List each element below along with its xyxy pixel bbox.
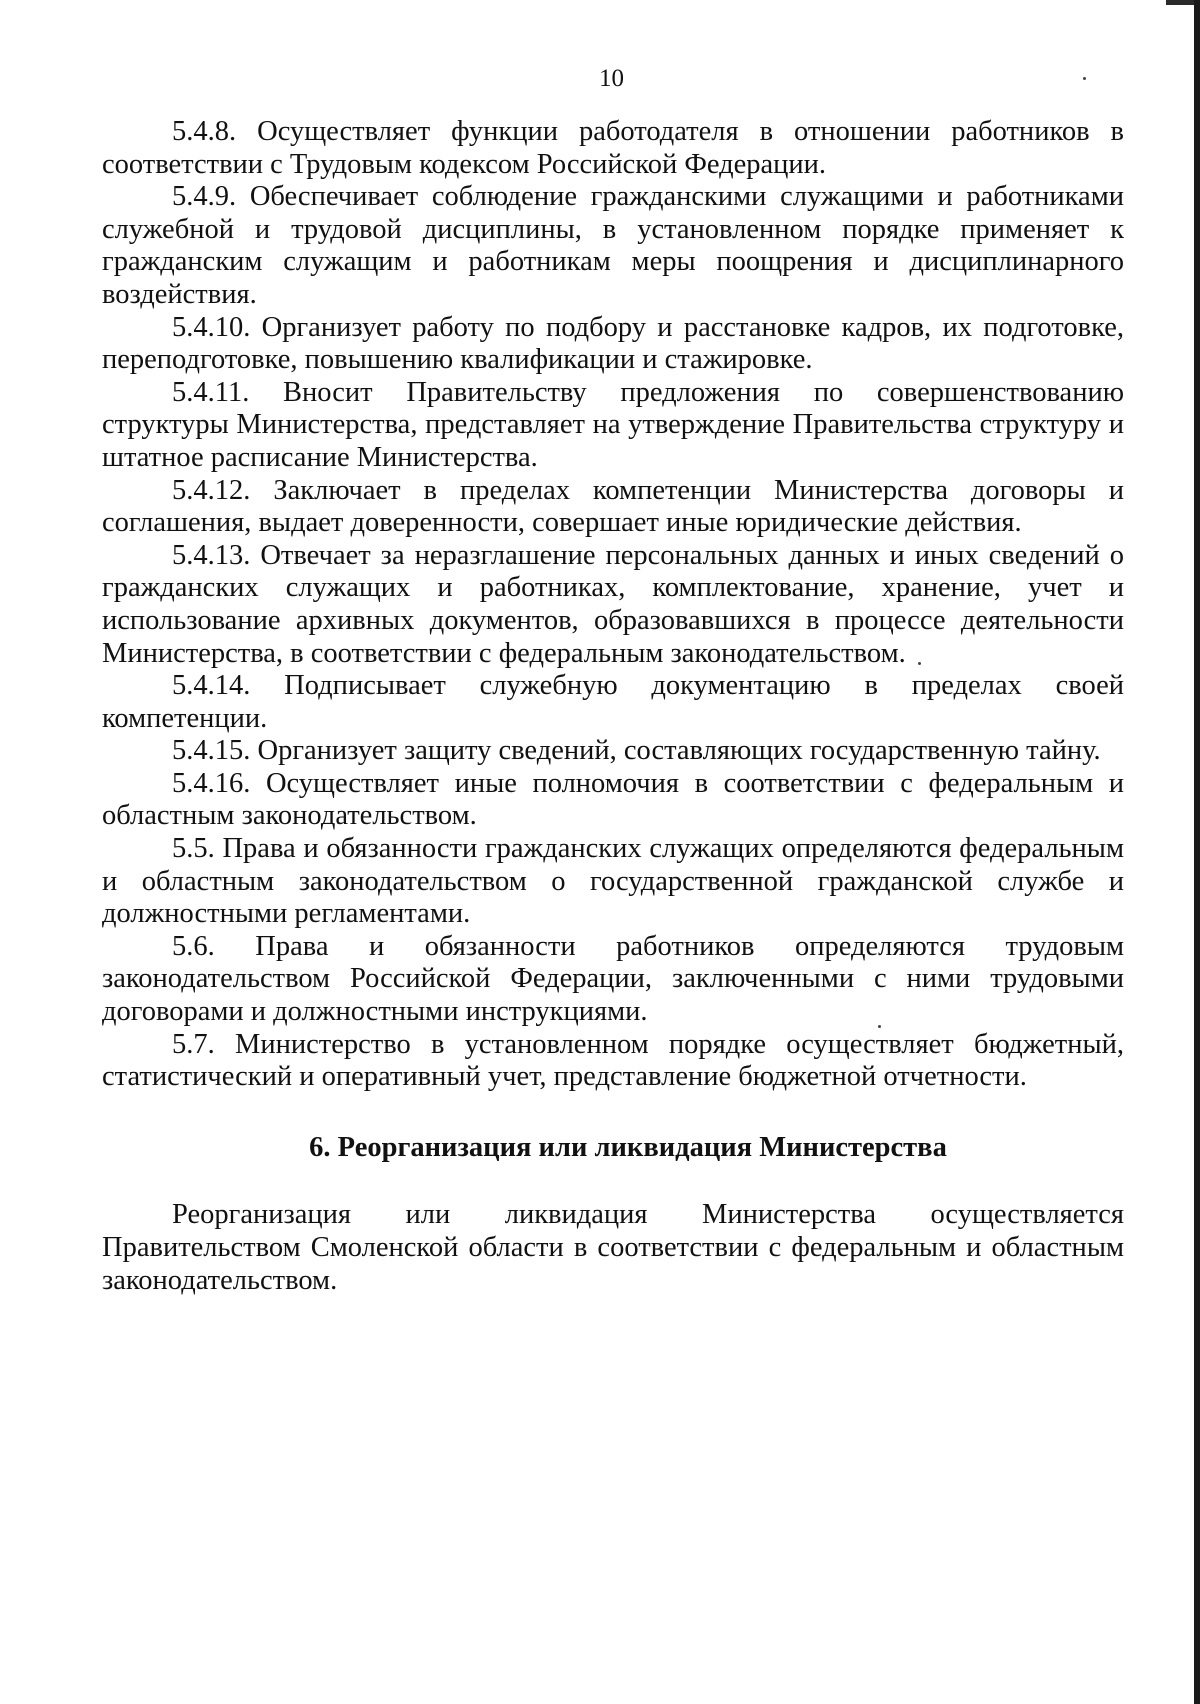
scan-speck xyxy=(878,1025,881,1028)
paragraph-5-4-11: 5.4.11. Вносит Правительству предложения по совершенствованию структуры Министерства, представляет на утверждение Правительства структуру и штатное расписание Министерства. xyxy=(102,376,1124,473)
scan-speck xyxy=(1083,77,1086,80)
paragraph-5-6: 5.6. Права и обязанности работников определяются трудовым законодательством Российской Федерации, заключенными с ними трудовыми договорами и должностными инструкциями. xyxy=(102,930,1124,1028)
scan-speck xyxy=(918,662,921,665)
paragraph-5-4-10: 5.4.10. Организует работу по подбору и расстановке кадров, их подготовке, переподготовке, повышению квалификации и стажировке. xyxy=(102,311,1124,376)
section-6-heading: 6. Реорганизация или ликвидация Министерства xyxy=(309,1131,947,1163)
document-body xyxy=(102,116,1124,1297)
paragraph-5-4-8: 5.4.8. Осуществляет функции работодателя в отношении работников в соответствии с Трудовым кодексом Российской Федерации. xyxy=(102,116,1124,180)
paragraph-5-5: 5.5. Права и обязанности гражданских служащих определяются федеральным и областным законодательством о государственной гражданской службе и должностными регламентами. xyxy=(102,833,1124,930)
page-number: 10 xyxy=(599,65,624,92)
scan-border xyxy=(1194,0,1200,1704)
paragraph-5-4-13: 5.4.13. Отвечает за неразглашение персональных данных и иных сведений о гражданских служащих и работниках, комплектование, хранение, учет и использование архивных документов, образовавшихся в процессе деятельности Министерства, в соответствии с федеральным законодательством. xyxy=(102,539,1124,669)
paragraph-5-4-15: 5.4.15. Организует защиту сведений, составляющих государственную тайну. xyxy=(172,735,1101,767)
paragraph-5-4-16: 5.4.16. Осуществляет иные полномочия в соответствии с федеральным и областным законодательством. xyxy=(102,767,1124,832)
paragraph-5-4-9: 5.4.9. Обеспечивает соблюдение гражданскими служащими и работниками служебной и трудовой дисциплины, в установленном порядке применяет к гражданским служащим и работникам меры поощрения и дисциплинарного воздействия. xyxy=(102,181,1124,310)
paragraph-5-4-14: 5.4.14. Подписывает служебную документацию в пределах своей компетенции. xyxy=(102,670,1124,734)
scan-border-corner xyxy=(1166,0,1194,5)
section-6-text: Реорганизация или ликвидация Министерства осуществляется Правительством Смоленской области в соответствии с федеральным и областным законодательством. xyxy=(102,1199,1124,1296)
paragraph-5-7: 5.7. Министерство в установленном порядке осуществляет бюджетный, статистический и оперативный учет, представление бюджетной отчетности. xyxy=(102,1028,1124,1093)
paragraph-5-4-12: 5.4.12. Заключает в пределах компетенции Министерства договоры и соглашения, выдает доверенности, совершает иные юридические действия. xyxy=(102,474,1124,539)
